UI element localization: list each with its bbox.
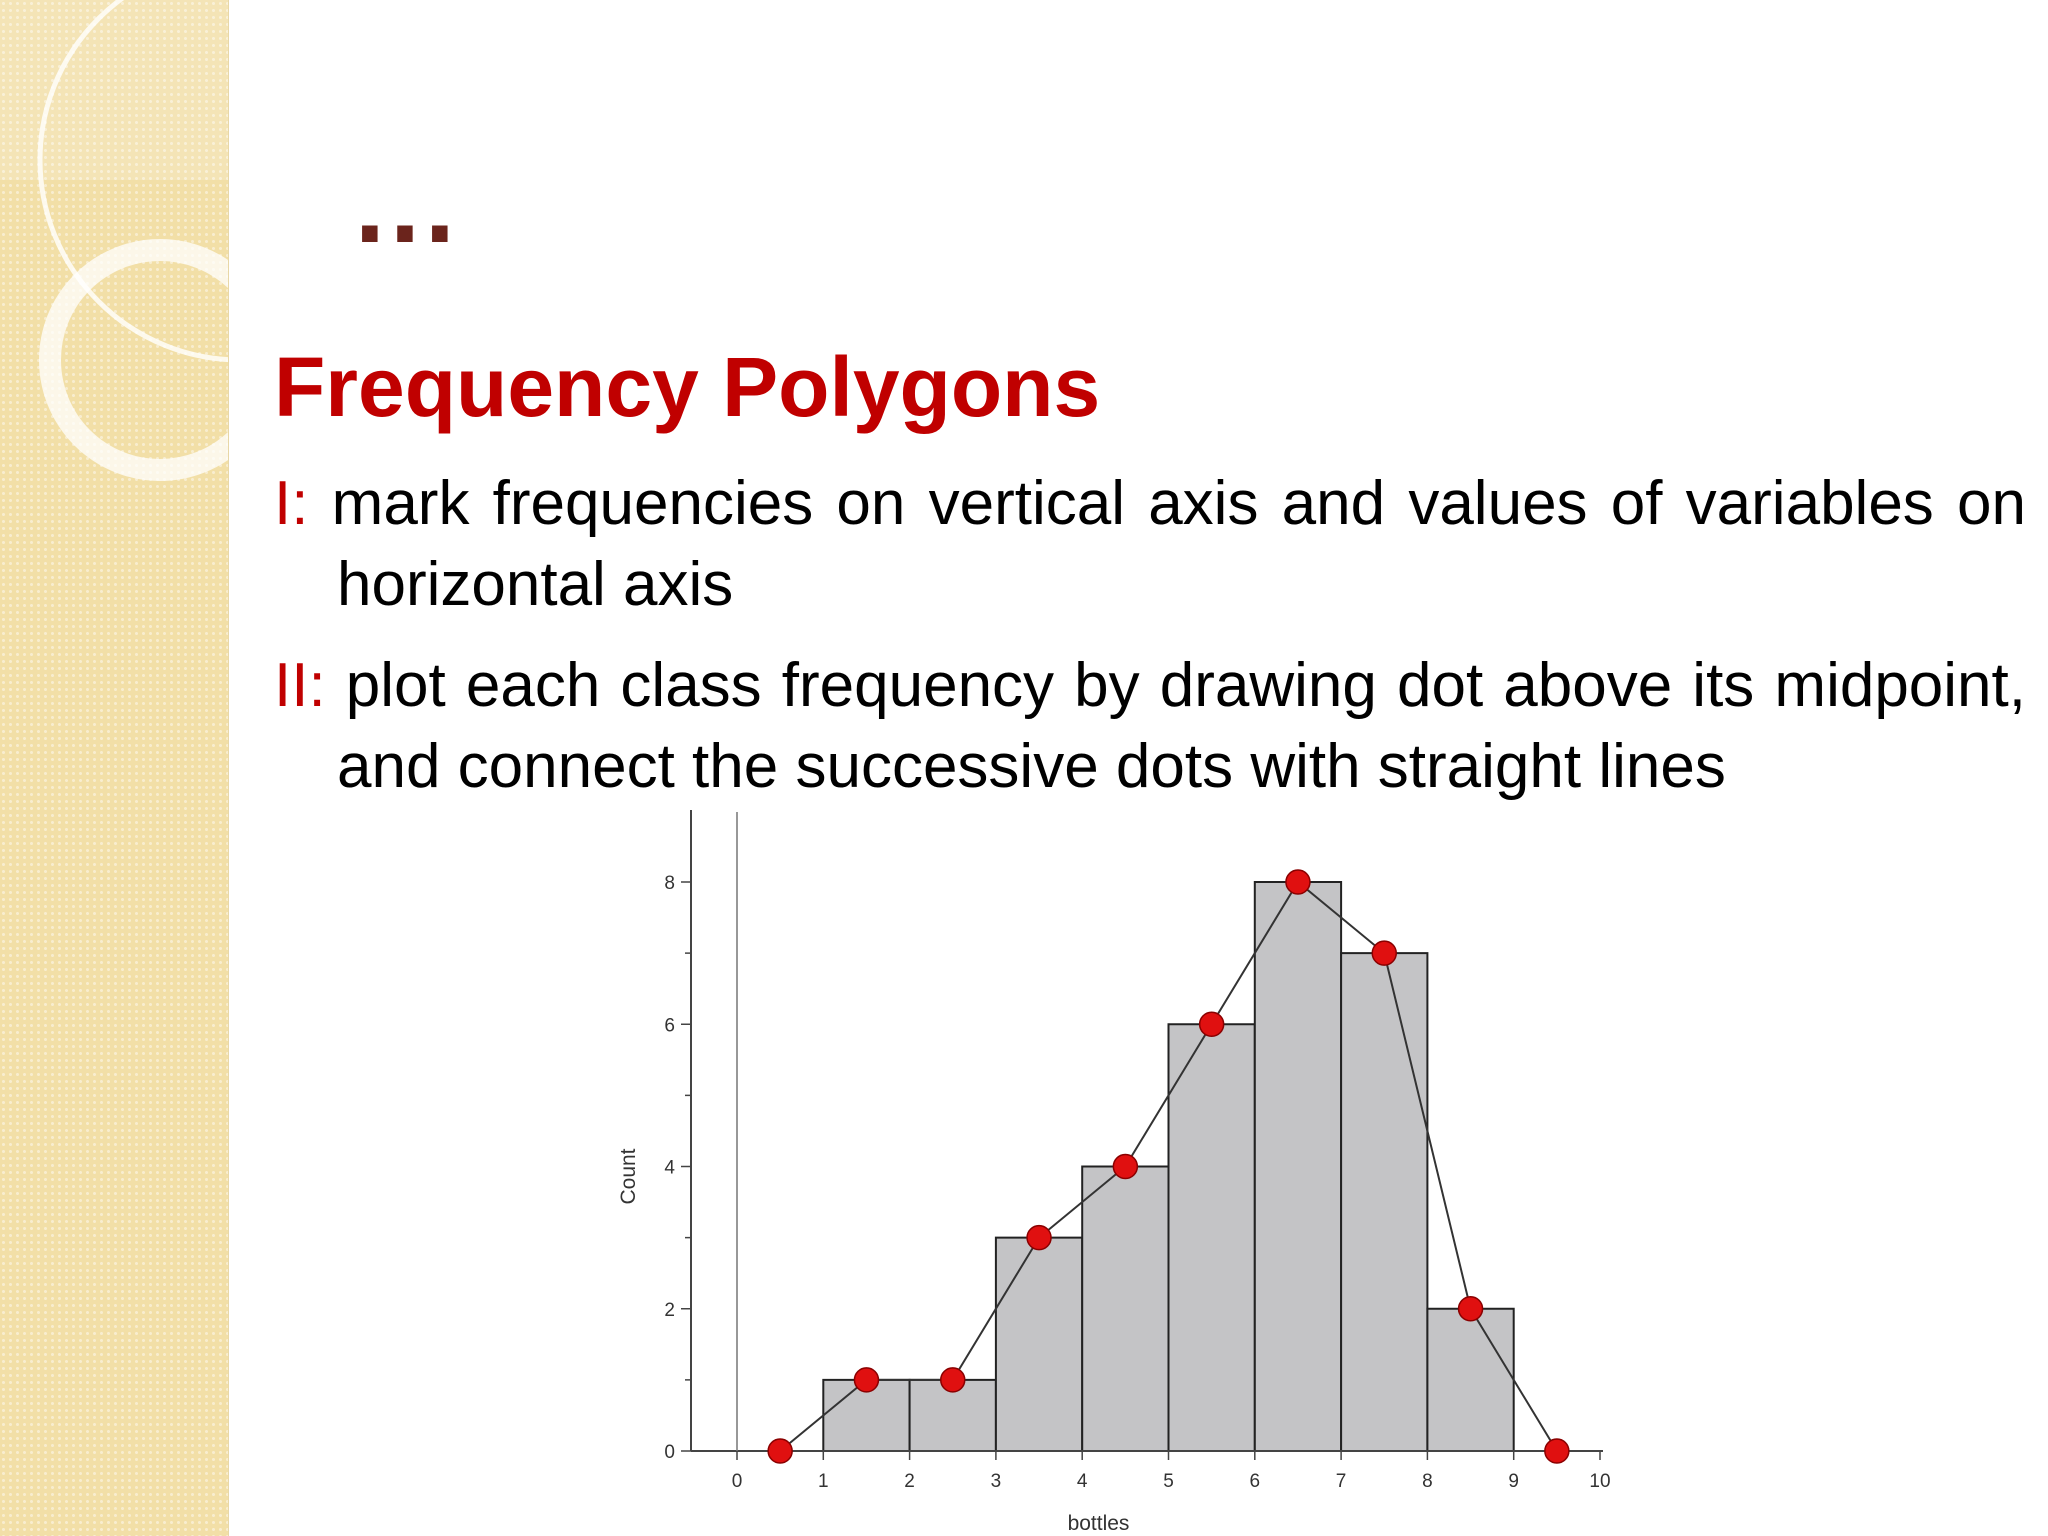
x-tick-label: 6 — [1249, 1471, 1261, 1492]
x-tick-label: 9 — [1508, 1471, 1519, 1492]
step-1-text: mark frequencies on vertical axis and values of variables on horizontal axis — [331, 469, 2026, 619]
y-tick-label: 2 — [664, 1299, 675, 1321]
x-tick-label: 1 — [818, 1471, 829, 1492]
polygon-point-2 — [941, 1368, 965, 1392]
x-tick-label: 0 — [731, 1471, 743, 1492]
decorative-rings — [0, 0, 228, 1536]
y-tick-label: 8 — [664, 873, 675, 894]
step-2 — [274, 645, 2026, 807]
histogram-bar-6 — [1341, 953, 1427, 1451]
polygon-point-5 — [1200, 1012, 1224, 1036]
histogram-bar-5 — [1255, 882, 1341, 1451]
x-tick-label: 10 — [1589, 1471, 1611, 1492]
polygon-point-0 — [768, 1439, 792, 1463]
x-axis-title: bottles — [1067, 1512, 1130, 1535]
polygon-point-9 — [1545, 1439, 1569, 1463]
x-tick-label: 2 — [904, 1471, 915, 1492]
y-tick-label: 0 — [664, 1442, 675, 1463]
y-tick-label: 4 — [664, 1157, 675, 1179]
polygon-point-3 — [1027, 1226, 1051, 1250]
polygon-point-8 — [1459, 1297, 1483, 1321]
polygon-point-4 — [1113, 1155, 1137, 1179]
histogram-bar-2 — [996, 1238, 1082, 1451]
histogram-bar-4 — [1169, 1024, 1255, 1451]
histogram-bar-3 — [1082, 1167, 1168, 1452]
y-tick-label: 6 — [664, 1015, 675, 1037]
x-tick-label: 4 — [1076, 1471, 1088, 1492]
polygon-point-7 — [1372, 941, 1396, 965]
decorative-side-band — [0, 0, 229, 1536]
polygon-point-6 — [1286, 870, 1310, 894]
x-tick-label: 5 — [1163, 1471, 1174, 1492]
histogram-bar-7 — [1427, 1309, 1513, 1451]
polygon-point-1 — [854, 1368, 878, 1392]
step-2-label: II: — [274, 651, 326, 720]
step-2-text: plot each class frequency by drawing dot above its midpoint, and connect the successive dots with straight lines — [337, 651, 2026, 801]
x-tick-label: 3 — [990, 1471, 1002, 1492]
section-heading: Frequency Polygons — [274, 340, 1101, 434]
step-1 — [274, 463, 2026, 625]
histogram-chart — [600, 800, 1620, 1536]
x-tick-label: 7 — [1335, 1471, 1347, 1492]
x-tick-label: 8 — [1422, 1471, 1433, 1492]
step-1-label: I: — [274, 469, 309, 538]
slide-title: … — [350, 143, 464, 266]
y-axis-title: Count — [617, 1148, 640, 1205]
